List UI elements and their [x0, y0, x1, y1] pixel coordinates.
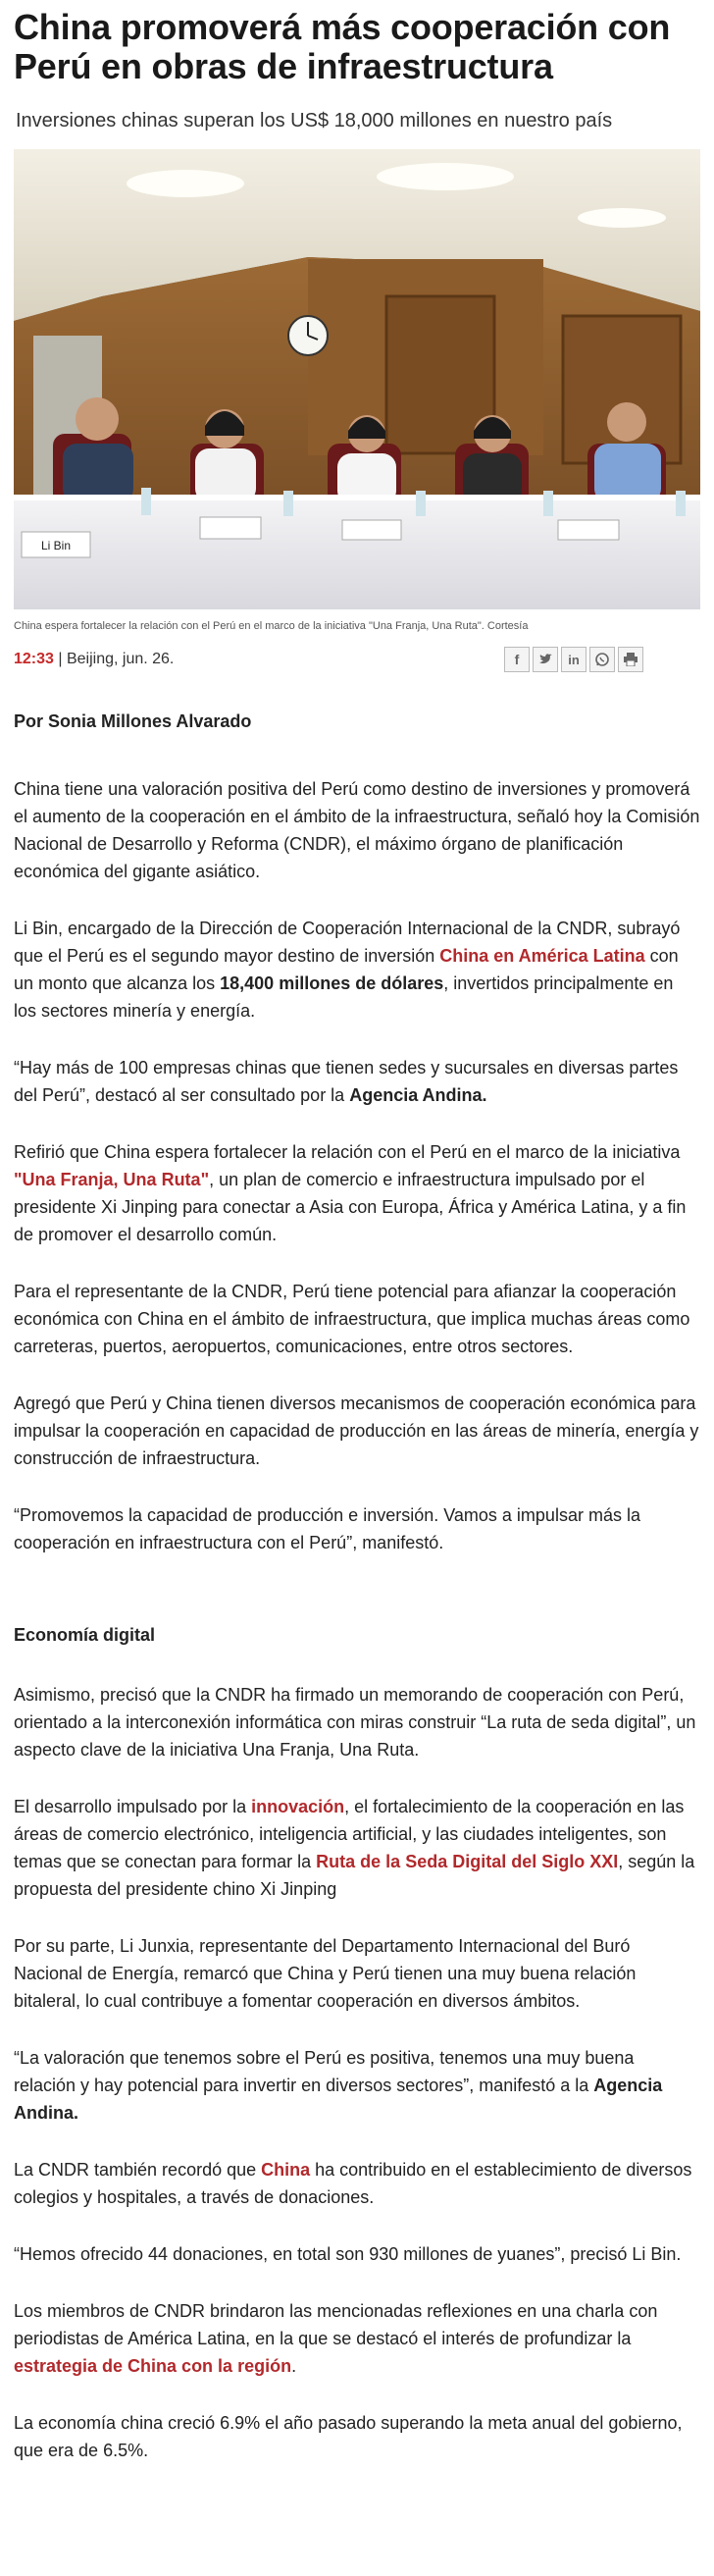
print-icon[interactable]: [618, 647, 643, 672]
agencia-andina: Agencia Andina.: [349, 1085, 487, 1105]
paragraph-9: El desarrollo impulsado por la innovación, el fortalecimiento de la cooperación en las áreas de comercio electrónico, inteligencia artificial, y las ciudades inteligentes, son temas que se conectan para formar la Ruta de la Seda Digital del Siglo XXI, según la propuesta del presidente chino Xi Jinping: [14, 1797, 695, 1899]
paragraph-2: Li Bin, encargado de la Dirección de Cooperación Internacional de la CNDR, subrayó que el Perú es el segundo mayor destino de inversión China en América Latina con un monto que alcanza los 18,400 millones de dólares, invertidos principalmente en los sectores minería y energía.: [14, 919, 681, 1021]
paragraph-13: “Hemos ofrecido 44 donaciones, en total son 930 millones de yuanes”, precisó Li Bin.: [14, 2244, 682, 2264]
link-una-franja-una-ruta[interactable]: "Una Franja, Una Ruta": [14, 1170, 210, 1189]
article-photo: [14, 149, 700, 609]
link-china-en-america-latina[interactable]: China en América Latina: [439, 946, 645, 966]
photo-caption: China espera fortalecer la relación con el Perú en el marco de la iniciativa "Una Franja, Una Ruta". Cortesía: [14, 620, 529, 632]
link-estrategia-china[interactable]: estrategia de China con la región: [14, 2356, 292, 2376]
paragraph-10: Por su parte, Li Junxia, representante del Departamento Internacional del Buró Nacional de Energía, remarcó que China y Perú tienen una muy buena relación bitaleral, lo cual contribuye a fomentar cooperación en diversos ámbitos.: [14, 1936, 637, 2011]
paragraph-1: China tiene una valoración positiva del Perú como destino de inversiones y promoverá el aumento de la cooperación en el ámbito de la infraestructura, señaló hoy la Comisión Nacional de Desarrollo y Reforma (CNDR), el máximo órgano de planificación económica del gigante asiático.: [14, 779, 700, 881]
paragraph-14: Los miembros de CNDR brindaron las mencionadas reflexiones en una charla con periodistas de América Latina, en la que se destacó el interés de profundizar la estrategia de China con la región.: [14, 2301, 658, 2376]
investment-amount: 18,400 millones de dólares: [220, 973, 444, 993]
link-innovacion[interactable]: innovación: [251, 1797, 345, 1816]
paragraph-4: Refirió que China espera fortalecer la relación con el Perú en el marco de la iniciativa "Una Franja, Una Ruta", un plan de comercio e infraestructura impulsado por el presidente Xi Jinping para conectar a Asia con Europa, África y América Latina, y a fin de promover el desarrollo común.: [14, 1142, 687, 1244]
paragraph-7: “Promovemos la capacidad de producción e inversión. Vamos a impulsar más la cooperación en infraestructura con el Perú”, manifestó.: [14, 1505, 640, 1552]
link-china[interactable]: China: [261, 2160, 311, 2180]
paragraph-11: “La valoración que tenemos sobre el Perú es positiva, tenemos una muy buena relación y hay potencial para invertir en diversos sectores”, manifestó a la Agencia Andina.: [14, 2048, 663, 2123]
article-subtitle: Inversiones chinas superan los US$ 18,000 millones en nuestro país: [16, 110, 613, 131]
whatsapp-icon[interactable]: [589, 647, 615, 672]
paragraph-3: “Hay más de 100 empresas chinas que tienen sedes y sucursales en diversas partes del Perú”, destacó al ser consultado por la Agencia Andina.: [14, 1058, 679, 1105]
section-title: Economía digital: [14, 1625, 156, 1645]
paragraph-8: Asimismo, precisó que la CNDR ha firmado un memorando de cooperación con Perú, orientado a la interconexión informática con miras construir “La ruta de seda digital”, un aspecto clave de la iniciativa Una Franja, Una Ruta.: [14, 1685, 696, 1760]
facebook-icon[interactable]: f: [504, 647, 530, 672]
twitter-icon[interactable]: [533, 647, 558, 672]
publish-time: 12:33: [14, 651, 54, 667]
share-bar: [504, 647, 643, 672]
location-date: | Beijing, jun. 26.: [53, 651, 175, 667]
article-title: China promoverá más cooperación con Perú en obras de infraestructura: [14, 7, 671, 86]
paragraph-6: Agregó que Perú y China tienen diversos mecanismos de cooperación económica para impulsar la cooperación en capacidad de producción en las áreas de minería, energía y construcción de infraestructura.: [14, 1393, 699, 1468]
paragraph-12: La CNDR también recordó que China ha contribuido en el establecimiento de diversos colegios y hospitales, a través de donaciones.: [14, 2160, 692, 2207]
agencia-andina-2: Agencia Andina.: [14, 2076, 663, 2123]
linkedin-icon[interactable]: in: [561, 647, 586, 672]
paragraph-15: La economía china creció 6.9% el año pasado superando la meta anual del gobierno, que era de 6.5%.: [14, 2413, 683, 2460]
paragraph-5: Para el representante de la CNDR, Perú tiene potencial para afianzar la cooperación económica con China en el ámbito de infraestructura, que implica muchas áreas como carreteras, puertos, aeropuertos, comunicaciones, entre otros sectores.: [14, 1282, 690, 1356]
nameplate-text: Li Bin: [40, 539, 72, 552]
article-author: Por Sonia Millones Alvarado: [14, 711, 252, 731]
link-ruta-seda-digital[interactable]: Ruta de la Seda Digital del Siglo XXI: [316, 1852, 619, 1871]
article-meta: [14, 645, 643, 674]
